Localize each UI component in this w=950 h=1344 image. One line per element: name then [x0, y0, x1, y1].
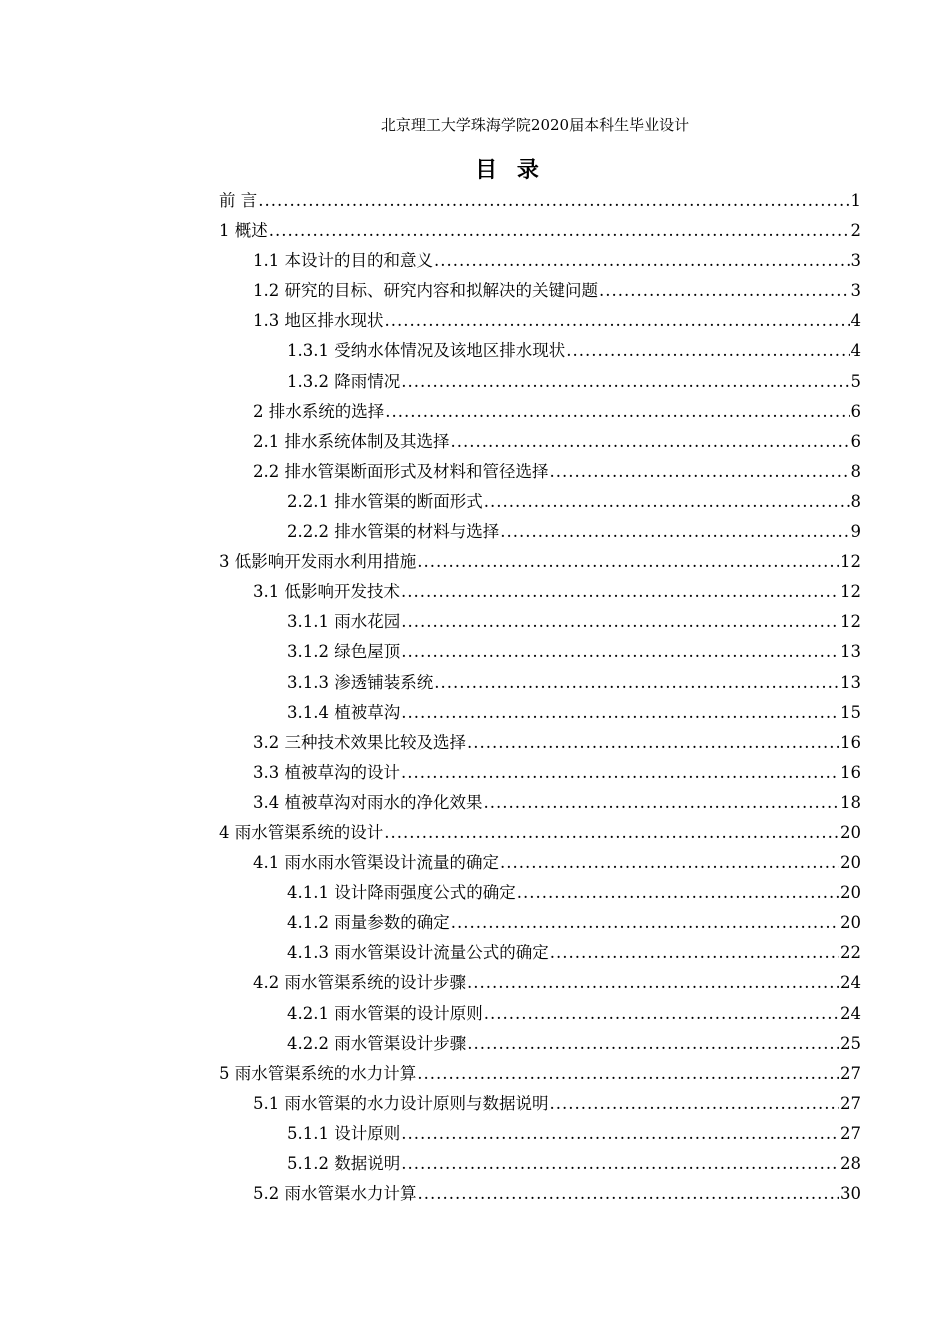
toc-entry-title: 1.3.2 降雨情况: [287, 371, 401, 391]
toc-entry[interactable]: [219, 878, 861, 908]
toc-entry[interactable]: [219, 306, 861, 336]
toc-leader-dots: [417, 1059, 839, 1089]
toc-entry-page: 27: [840, 1063, 861, 1083]
toc-entry[interactable]: [219, 668, 861, 698]
toc-entry-page: 4: [850, 341, 861, 361]
toc-entry[interactable]: [219, 547, 861, 577]
toc-leader-dots: [385, 306, 850, 336]
toc-entry-title: 1 概述: [219, 221, 268, 241]
toc-leader-dots: [484, 999, 839, 1029]
toc-entry-page: 15: [840, 702, 861, 722]
toc-entry-page: 20: [840, 853, 861, 873]
toc-entry[interactable]: [219, 246, 861, 276]
toc-entry-title: 3.3 植被草沟的设计: [253, 762, 400, 782]
toc-entry-title: 3.4 植被草沟对雨水的净化效果: [253, 792, 483, 812]
toc-leader-dots: [401, 577, 839, 607]
toc-entry[interactable]: [219, 1179, 861, 1209]
toc-entry[interactable]: [219, 607, 861, 637]
toc-leader-dots: [467, 1029, 839, 1059]
toc-entry-title: 4.2.2 雨水管渠设计步骤: [287, 1033, 467, 1053]
toc-leader-dots: [500, 517, 849, 547]
toc-entry-title: 1.1 本设计的目的和意义: [253, 251, 433, 271]
toc-leader-dots: [467, 728, 839, 758]
toc-entry[interactable]: [219, 577, 861, 607]
toc-entry-page: 30: [840, 1184, 861, 1204]
toc-entry[interactable]: [219, 336, 861, 366]
toc-leader-dots: [401, 698, 839, 728]
toc-entry-title: 2.2.1 排水管渠的断面形式: [287, 491, 483, 511]
toc-entry[interactable]: [219, 938, 861, 968]
toc-entry-title: 3.1.1 雨水花园: [287, 612, 401, 632]
toc-entry-title: 4.2 雨水管渠系统的设计步骤: [253, 973, 466, 993]
toc-entry[interactable]: [219, 908, 861, 938]
toc-entry-title: 2.2 排水管渠断面形式及材料和管径选择: [253, 461, 549, 481]
toc-entry[interactable]: [219, 728, 861, 758]
toc-entry-title: 4.2.1 雨水管渠的设计原则: [287, 1003, 483, 1023]
toc-entry[interactable]: [219, 788, 861, 818]
toc-entry-page: 1: [850, 191, 861, 210]
toc-entry-page: 4: [850, 311, 861, 331]
toc-entry-page: 24: [840, 973, 861, 993]
toc-entry-page: 6: [850, 431, 861, 451]
toc-leader-dots: [467, 968, 839, 998]
page-header: 北京理工大学珠海学院2020届本科生毕业设计: [380, 116, 690, 134]
toc-entry-title: 5.1 雨水管渠的水力设计原则与数据说明: [253, 1093, 549, 1113]
toc-entry-page: 16: [840, 732, 861, 752]
toc-leader-dots: [401, 1119, 839, 1149]
toc-entry-title: 5.1.2 数据说明: [287, 1154, 401, 1173]
toc-entry-page: 12: [840, 552, 861, 572]
toc-entry-title: 4.1 雨水雨水管渠设计流量的确定: [253, 853, 499, 873]
toc-entry-page: 28: [840, 1154, 861, 1173]
toc-leader-dots: [517, 878, 839, 908]
toc-entry[interactable]: [219, 517, 861, 547]
toc-entry-page: 25: [840, 1033, 861, 1053]
toc-leader-dots: [599, 276, 850, 306]
toc-entry[interactable]: [219, 1059, 861, 1089]
toc-entry-title: 4.1.3 雨水管渠设计流量公式的确定: [287, 943, 549, 963]
toc-entry[interactable]: [219, 487, 861, 517]
toc-entry-title: 4 雨水管渠系统的设计: [219, 822, 384, 842]
toc-leader-dots: [550, 938, 839, 968]
toc-entry-title: 2.2.2 排水管渠的材料与选择: [287, 522, 500, 542]
toc-leader-dots: [385, 397, 849, 427]
toc-entry[interactable]: [219, 427, 861, 457]
toc-entry[interactable]: [219, 698, 861, 728]
toc-entry-page: 22: [840, 943, 861, 963]
toc-leader-dots: [550, 1089, 840, 1119]
toc-entry-page: 9: [850, 522, 861, 542]
toc-entry-page: 20: [840, 913, 861, 933]
toc-leader-dots: [484, 788, 840, 818]
toc-entry-title: 3.1.4 植被草沟: [287, 702, 401, 722]
toc-leader-dots: [451, 908, 839, 938]
toc-leader-dots: [384, 818, 839, 848]
toc-entry-title: 1.2 研究的目标、研究内容和拟解决的关键问题: [253, 281, 598, 301]
toc-entry-page: 13: [840, 672, 861, 692]
toc-entry-title: 5.2 雨水管渠水力计算: [253, 1184, 417, 1204]
toc-entry[interactable]: [219, 968, 861, 998]
toc-entry-title: 3 低影响开发雨水利用措施: [219, 552, 417, 572]
toc-entry-title: 4.1.1 设计降雨强度公式的确定: [287, 883, 516, 903]
toc-entry-page: 20: [840, 822, 861, 842]
toc-entry-title: 3.1.3 渗透铺装系统: [287, 672, 434, 692]
toc-entry-page: 13: [840, 642, 861, 662]
toc-entry[interactable]: [219, 367, 861, 397]
toc-entry[interactable]: [219, 1089, 861, 1119]
toc-entry-title: 4.1.2 雨量参数的确定: [287, 913, 450, 933]
toc-leader-dots: [401, 637, 839, 667]
toc-entry[interactable]: [219, 848, 861, 878]
toc-entry-title: 1.3 地区排水现状: [253, 311, 384, 331]
toc-entry-page: 27: [840, 1093, 861, 1113]
toc-entry[interactable]: [219, 999, 861, 1029]
toc-leader-dots: [500, 848, 839, 878]
toc-entry-title: 5.1.1 设计原则: [287, 1123, 401, 1143]
toc-leader-dots: [550, 457, 850, 487]
toc-entry-title: 5 雨水管渠系统的水力计算: [219, 1063, 417, 1083]
toc-leader-dots: [434, 246, 850, 276]
toc-entry-page: 12: [840, 612, 861, 632]
toc-leader-dots: [484, 487, 850, 517]
toc-entry[interactable]: [219, 1149, 861, 1179]
toc-leader-dots: [417, 547, 839, 577]
toc-entry-title: 3.2 三种技术效果比较及选择: [253, 732, 466, 752]
toc-entry-page: 2: [850, 221, 861, 241]
toc-entry-page: 8: [850, 491, 861, 511]
toc-leader-dots: [258, 186, 849, 216]
toc-entry-page: 12: [840, 582, 861, 602]
toc-entry-title: 1.3.1 受纳水体情况及该地区排水现状: [287, 341, 566, 361]
toc-leader-dots: [269, 216, 850, 246]
toc-entry-page: 5: [850, 371, 861, 391]
toc-entry-page: 16: [840, 762, 861, 782]
toc-leader-dots: [566, 336, 849, 366]
toc-entry[interactable]: [219, 216, 861, 246]
toc-entry-page: 3: [850, 281, 861, 301]
toc-entry[interactable]: [219, 1029, 861, 1059]
toc-entry-title: 2.1 排水系统体制及其选择: [253, 431, 450, 451]
toc-entry[interactable]: [219, 1119, 861, 1149]
toc-entry-page: 18: [840, 792, 861, 812]
toc-title: 目 录: [475, 157, 545, 183]
toc-leader-dots: [401, 607, 839, 637]
toc-entry-page: 6: [850, 401, 861, 421]
toc-leader-dots: [418, 1179, 840, 1209]
toc-entry[interactable]: [219, 637, 861, 667]
toc-entry-page: 27: [840, 1123, 861, 1143]
toc-entry[interactable]: [219, 818, 861, 848]
toc-entry-title: 3.1 低影响开发技术: [253, 582, 400, 602]
toc-entry[interactable]: [219, 276, 861, 306]
toc-leader-dots: [451, 427, 850, 457]
toc-leader-dots: [401, 1149, 839, 1179]
toc-entry[interactable]: [219, 758, 861, 788]
toc-entry[interactable]: [219, 457, 861, 487]
toc-entry[interactable]: [219, 186, 861, 216]
toc-entry-title: 2 排水系统的选择: [253, 401, 385, 421]
toc-entry-page: 24: [840, 1003, 861, 1023]
toc-entry-page: 20: [840, 883, 861, 903]
toc-entry-page: 8: [850, 461, 861, 481]
toc-leader-dots: [401, 367, 849, 397]
toc-entry-page: 3: [850, 251, 861, 271]
toc-leader-dots: [434, 668, 839, 698]
toc-entry-title: 3.1.2 绿色屋顶: [287, 642, 401, 662]
toc-entry[interactable]: [219, 397, 861, 427]
table-of-contents: [219, 186, 861, 1209]
toc-entry-title: 前 言: [219, 191, 258, 210]
toc-leader-dots: [401, 758, 839, 788]
